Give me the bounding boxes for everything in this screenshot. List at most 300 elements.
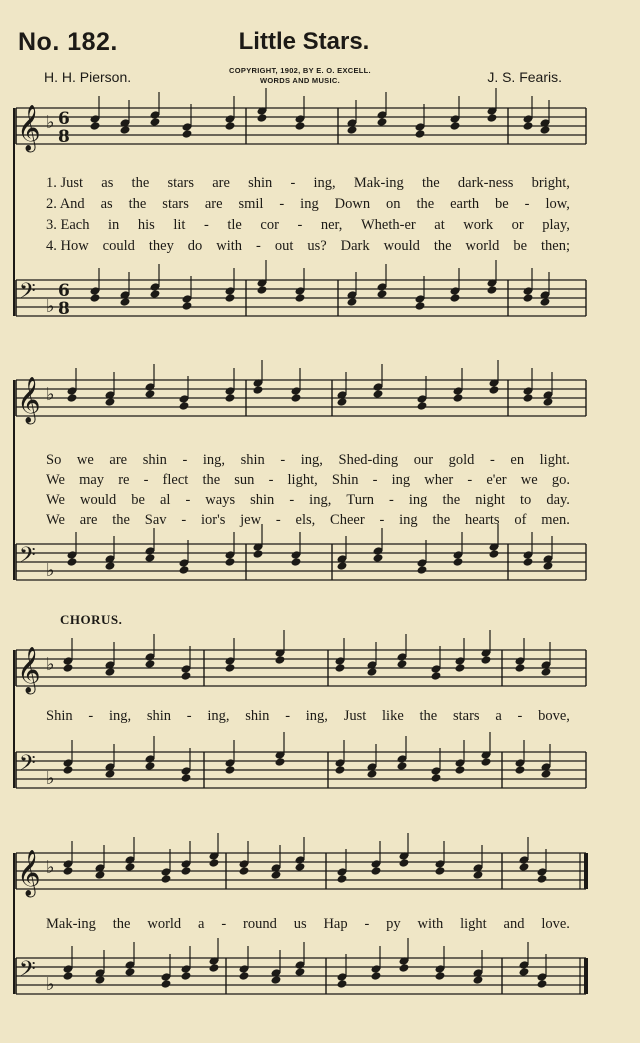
lyric-syllable: re (118, 472, 130, 488)
lyric-syllable: a (198, 916, 205, 932)
lyric-syllable: are (204, 196, 223, 212)
note-head (291, 557, 302, 567)
note-head (487, 285, 498, 295)
note-head (450, 121, 461, 131)
note-head (181, 866, 192, 876)
lyric-syllable: with (417, 916, 444, 932)
note-head (181, 773, 192, 783)
lyric-syllable: 1. Just (46, 175, 84, 191)
note-head (515, 663, 526, 673)
lyric-syllable: shin (240, 452, 265, 468)
note-head (367, 769, 378, 779)
lyric-syllable: would (383, 238, 420, 254)
note-head (145, 761, 156, 771)
lyric-syllable: - (275, 512, 281, 528)
note-head (367, 667, 378, 677)
note-head (291, 393, 302, 403)
lyric-syllable: the (421, 175, 440, 191)
lyric-syllable: els, (295, 512, 316, 528)
lyric-syllable: - (279, 196, 285, 212)
lyric-syllable: the (442, 492, 461, 508)
lyric-syllable: to (520, 492, 532, 508)
note-head (225, 393, 236, 403)
note-head (225, 557, 236, 567)
lyric-syllable: light. (539, 452, 570, 468)
lyric-line (46, 512, 570, 529)
bass-clef-icon: 𝄢 (19, 751, 36, 781)
lyric-syllable: ner, (320, 217, 343, 233)
lyric-syllable: en (510, 452, 525, 468)
lyric-syllable: - (88, 708, 94, 724)
lyric-line (46, 916, 570, 933)
treble-clef-icon: 𝄞 (17, 377, 41, 423)
lyric-syllable: - (181, 512, 187, 528)
note-head (371, 866, 382, 876)
lyric-syllable: - (289, 492, 295, 508)
lyric-syllable: Mak-ing (353, 175, 404, 191)
note-head (253, 549, 264, 559)
note-head (125, 862, 136, 872)
note-head (540, 297, 551, 307)
lyric-syllable: bright, (531, 175, 570, 191)
lyric-syllable: stars (452, 708, 480, 724)
hymn-composer: J. S. Fearis. (487, 69, 562, 85)
treble-clef-icon: 𝄞 (17, 647, 41, 693)
lyric-syllable: are (79, 512, 98, 528)
lyric-syllable: - (143, 472, 149, 488)
bass-clef-icon: 𝄢 (19, 543, 36, 573)
lyric-syllable: world (147, 916, 182, 932)
lyric-syllable: - (268, 472, 274, 488)
note-head (67, 557, 78, 567)
note-head (537, 979, 548, 989)
hymn-number: No. 182. (18, 28, 118, 56)
lyric-syllable: we (520, 472, 538, 488)
lyric-syllable: py (386, 916, 401, 932)
note-head (473, 975, 484, 985)
note-head (275, 655, 286, 665)
note-head (431, 671, 442, 681)
note-head (182, 129, 193, 139)
note-head (399, 963, 410, 973)
lyric-syllable: sun (234, 472, 255, 488)
note-head (90, 293, 101, 303)
note-head (481, 655, 492, 665)
note-head (239, 866, 250, 876)
note-head (455, 663, 466, 673)
lyric-syllable: hearts (464, 512, 500, 528)
note-head (337, 979, 348, 989)
lyric-syllable: could (102, 238, 135, 254)
lyric-syllable: or (511, 217, 524, 233)
note-head (295, 967, 306, 977)
note-head (417, 401, 428, 411)
note-head (150, 289, 161, 299)
note-head (105, 561, 116, 571)
lyric-syllable: gold (448, 452, 475, 468)
lyric-line (46, 175, 570, 192)
note-head (63, 971, 74, 981)
lyric-syllable: - (203, 217, 209, 233)
lyric-syllable: with (216, 238, 243, 254)
lyric-syllable: ing (399, 512, 418, 528)
lyric-syllable: the (419, 708, 438, 724)
lyric-syllable: out (274, 238, 294, 254)
note-head (487, 113, 498, 123)
note-head (105, 397, 116, 407)
lyric-syllable: stars (162, 196, 189, 212)
lyric-syllable: - (364, 916, 370, 932)
lyric-syllable: We (46, 472, 65, 488)
note-head (519, 862, 530, 872)
lyric-syllable: ing, (300, 452, 323, 468)
note-head (337, 397, 348, 407)
note-head (225, 121, 236, 131)
lyric-syllable: shin (248, 175, 273, 191)
note-head (179, 565, 190, 575)
lyric-syllable: the (112, 512, 130, 528)
time-signature-top: 6 (58, 109, 70, 129)
lyric-syllable: the (112, 916, 131, 932)
note-head (415, 301, 426, 311)
note-head (181, 971, 192, 981)
lyric-syllable: our (413, 452, 434, 468)
note-head (209, 858, 220, 868)
lyric-syllable: - (185, 492, 191, 508)
lyric-syllable: ing, (313, 175, 336, 191)
hymn-author: H. H. Pierson. (44, 69, 132, 85)
lyric-syllable: bove, (538, 708, 570, 724)
note-head (181, 671, 192, 681)
lyric-syllable: world (465, 238, 500, 254)
lyric-syllable: - (186, 708, 192, 724)
note-head (541, 769, 552, 779)
lyric-syllable: - (379, 512, 385, 528)
lyric-syllable: ing (408, 492, 428, 508)
lyric-syllable: 3. Each (46, 217, 90, 233)
note-head (377, 289, 388, 299)
note-head (337, 874, 348, 884)
note-head (253, 385, 264, 395)
note-head (145, 389, 156, 399)
lyric-syllable: and (503, 916, 525, 932)
lyric-syllable: go. (551, 472, 570, 488)
lyric-syllable: al (159, 492, 171, 508)
lyric-syllable: the (202, 472, 221, 488)
note-head (523, 293, 534, 303)
note-head (125, 967, 136, 977)
note-head (523, 121, 534, 131)
note-head (455, 765, 466, 775)
lyric-line (46, 238, 570, 255)
lyric-syllable: ing, (108, 708, 132, 724)
lyric-syllable: like (382, 708, 404, 724)
lyric-line (46, 492, 570, 509)
note-head (295, 121, 306, 131)
lyric-syllable: in (108, 217, 120, 233)
note-head (225, 663, 236, 673)
note-head (120, 297, 131, 307)
lyric-syllable: round (243, 916, 277, 932)
lyric-line (46, 452, 570, 469)
note-head (145, 659, 156, 669)
lyric-syllable: - (290, 175, 296, 191)
lyric-syllable: Hap (323, 916, 348, 932)
note-head (275, 757, 286, 767)
lyric-syllable: We (46, 512, 65, 528)
lyric-syllable: Turn (346, 492, 375, 508)
note-head (450, 293, 461, 303)
lyric-syllable: - (256, 238, 261, 254)
lyric-syllable: - (182, 452, 188, 468)
note-head (415, 129, 426, 139)
note-head (95, 870, 106, 880)
treble-clef-icon: 𝄞 (17, 105, 41, 151)
note-head (295, 293, 306, 303)
lyric-syllable: ing (391, 472, 411, 488)
lyric-syllable: shin (250, 492, 275, 508)
time-signature-top: 6 (58, 281, 70, 301)
note-head (543, 561, 554, 571)
note-head (347, 125, 358, 135)
lyric-syllable: wher (424, 472, 454, 488)
lyric-syllable: ing, (305, 708, 328, 724)
lyric-syllable: We (46, 492, 65, 508)
lyric-syllable: 2. And (46, 196, 85, 212)
note-head (335, 765, 346, 775)
lyric-syllable: Shin (46, 708, 73, 724)
lyric-line (46, 708, 570, 725)
note-head (540, 125, 551, 135)
lyric-syllable: night (475, 492, 505, 508)
note-head (373, 553, 384, 563)
key-flat-icon: ♭ (46, 384, 55, 405)
lyric-syllable: - (524, 196, 530, 212)
lyric-syllable: on (386, 196, 401, 212)
note-head (225, 293, 236, 303)
lyric-syllable: ior's (200, 512, 226, 528)
lyric-syllable: then; (540, 238, 570, 254)
note-head (150, 117, 161, 127)
lyric-syllable: play, (542, 217, 570, 233)
note-head (271, 975, 282, 985)
lyric-syllable: at (434, 217, 445, 233)
lyric-syllable: Cheer (330, 512, 365, 528)
lyric-syllable: work (463, 217, 494, 233)
lyric-syllable: - (489, 452, 495, 468)
note-head (90, 121, 101, 131)
lyric-syllable: - (297, 217, 303, 233)
note-head (161, 979, 172, 989)
lyric-syllable: we (76, 452, 94, 468)
bass-clef-icon: 𝄢 (19, 279, 36, 309)
note-head (453, 393, 464, 403)
note-head (63, 765, 74, 775)
lyric-syllable: his (137, 217, 155, 233)
lyric-syllable: love. (541, 916, 570, 932)
note-head (377, 117, 388, 127)
lyric-syllable: Shed-ding (338, 452, 399, 468)
key-flat-icon: ♭ (46, 654, 55, 675)
key-flat-icon: ♭ (46, 112, 55, 133)
lyric-syllable: ways (205, 492, 236, 508)
note-head (515, 765, 526, 775)
note-head (489, 549, 500, 559)
note-head (182, 301, 193, 311)
lyric-syllable: shin (245, 708, 270, 724)
lyric-syllable: lit (173, 217, 186, 233)
lyric-syllable: Just (343, 708, 367, 724)
lyric-line (46, 472, 570, 489)
lyric-syllable: shin (142, 452, 167, 468)
note-head (435, 866, 446, 876)
treble-clef-icon: 𝄞 (17, 850, 41, 896)
note-head (271, 870, 282, 880)
lyric-syllable: earth (450, 196, 480, 212)
note-head (481, 757, 492, 767)
lyric-syllable: do (187, 238, 203, 254)
note-head (431, 773, 442, 783)
lyric-syllable: may (79, 472, 105, 488)
lyric-syllable: stars (167, 175, 195, 191)
note-head (399, 858, 410, 868)
lyric-syllable: the (432, 512, 451, 528)
lyric-syllable: Mak-ing (46, 916, 96, 932)
lyric-syllable: a (495, 708, 502, 724)
lyric-syllable: - (285, 708, 291, 724)
note-head (209, 963, 220, 973)
note-head (453, 557, 464, 567)
lyric-syllable: - (389, 492, 394, 508)
lyric-syllable: ing, (309, 492, 332, 508)
lyric-syllable: be (495, 196, 509, 212)
bass-clef-icon: 𝄢 (19, 957, 36, 987)
note-head (417, 565, 428, 575)
lyric-syllable: as (100, 196, 113, 212)
lyric-syllable: - (467, 472, 473, 488)
note-head (161, 874, 172, 884)
lyric-syllable: So (46, 452, 62, 468)
note-head (489, 385, 500, 395)
lyric-syllable: Down (334, 196, 371, 212)
lyric-syllable: 4. How (46, 238, 89, 254)
lyric-syllable: ing, (207, 708, 230, 724)
lyric-syllable: - (280, 452, 286, 468)
lyric-syllable: Shin (331, 472, 359, 488)
note-head (397, 761, 408, 771)
lyric-syllable: smil (238, 196, 264, 212)
chorus-label: CHORUS. (60, 612, 123, 627)
lyric-syllable: the (433, 238, 452, 254)
lyric-syllable: are (212, 175, 230, 191)
note-head (295, 862, 306, 872)
note-head (397, 659, 408, 669)
note-head (63, 866, 74, 876)
key-flat-icon: ♭ (46, 560, 55, 581)
lyric-syllable: the (128, 196, 147, 212)
note-head (63, 663, 74, 673)
note-head (239, 971, 250, 981)
copyright-line-1: COPYRIGHT, 1902, BY E. O. EXCELL. (229, 66, 371, 75)
time-signature-bottom: 8 (58, 127, 70, 147)
lyric-syllable: - (517, 708, 523, 724)
lyric-syllable: us (293, 916, 307, 932)
lyric-syllable: be (131, 492, 145, 508)
note-head (347, 297, 358, 307)
note-head (120, 125, 131, 135)
lyric-syllable: light, (287, 472, 318, 488)
note-head (95, 975, 106, 985)
note-head (179, 401, 190, 411)
note-head (537, 874, 548, 884)
lyric-line (46, 217, 570, 234)
lyric-syllable: would (79, 492, 117, 508)
note-head (523, 557, 534, 567)
note-head (543, 397, 554, 407)
key-flat-icon: ♭ (46, 974, 55, 995)
key-flat-icon: ♭ (46, 857, 55, 878)
copyright-line-2: WORDS AND MUSIC. (260, 76, 340, 85)
note-head (541, 667, 552, 677)
lyric-syllable: e'er (486, 472, 507, 488)
lyric-syllable: Wheth-er (360, 217, 416, 233)
lyric-syllable: Sav (144, 512, 167, 528)
lyric-syllable: of (514, 512, 527, 528)
note-head (105, 667, 116, 677)
lyric-syllable: as (101, 175, 114, 191)
lyric-syllable: Dark (340, 238, 370, 254)
lyric-line (46, 196, 570, 213)
note-head (335, 663, 346, 673)
lyric-syllable: men. (541, 512, 570, 528)
note-head (473, 870, 484, 880)
note-head (523, 393, 534, 403)
note-head (225, 765, 236, 775)
note-head (373, 389, 384, 399)
lyric-syllable: light (460, 916, 487, 932)
hymn-title: Little Stars. (238, 28, 370, 55)
note-head (257, 113, 268, 123)
lyric-syllable: - (221, 916, 227, 932)
lyric-syllable: us? (307, 238, 327, 254)
lyric-syllable: are (109, 452, 128, 468)
lyric-syllable: the (416, 196, 435, 212)
note-head (67, 393, 78, 403)
note-head (257, 285, 268, 295)
lyric-syllable: jew (240, 512, 262, 528)
lyric-syllable: ing (300, 196, 319, 212)
time-signature-bottom: 8 (58, 299, 70, 319)
key-flat-icon: ♭ (46, 296, 55, 317)
note-head (371, 971, 382, 981)
note-head (435, 971, 446, 981)
lyric-syllable: be (513, 238, 528, 254)
lyric-syllable: they (148, 238, 174, 254)
lyric-syllable: ing, (202, 452, 226, 468)
note-head (519, 967, 530, 977)
lyric-syllable: shin (146, 708, 172, 724)
lyric-syllable: the (131, 175, 150, 191)
lyric-syllable: - (372, 472, 378, 488)
lyric-syllable: flect (162, 472, 189, 488)
lyric-syllable: low, (545, 196, 570, 212)
note-head (105, 769, 116, 779)
key-flat-icon: ♭ (46, 768, 55, 789)
note-head (337, 561, 348, 571)
lyric-syllable: day. (546, 492, 570, 508)
lyric-syllable: dark-ness (457, 175, 514, 191)
lyric-syllable: cor (260, 217, 279, 233)
